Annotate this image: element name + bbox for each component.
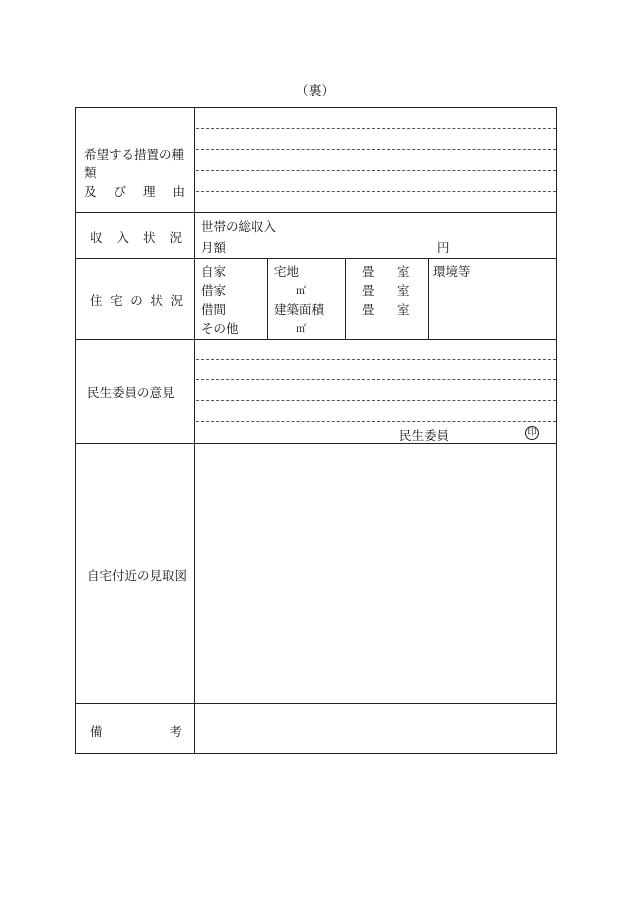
label-char: 理 xyxy=(142,184,156,199)
housing-divider xyxy=(428,258,429,339)
label-char: び xyxy=(113,184,126,199)
tatami-unit: 畳 xyxy=(362,283,375,298)
monthly-label: 月額 xyxy=(201,240,227,255)
request-write-line[interactable] xyxy=(196,128,556,129)
label-char: 及 xyxy=(84,184,97,199)
building-area-label: 建築面積 xyxy=(274,302,325,317)
label-char: 況 xyxy=(169,230,182,245)
home-map-area[interactable] xyxy=(196,445,556,701)
income-label xyxy=(76,228,195,246)
label-char: 収 xyxy=(90,230,103,245)
row-separator xyxy=(76,212,556,213)
page-heading: （裏） xyxy=(295,84,335,99)
label-char: 住 xyxy=(90,293,103,308)
row-separator xyxy=(76,703,556,704)
seal-mark-icon: 印 xyxy=(525,426,539,440)
land-sqm-unit: ㎡ xyxy=(296,286,306,297)
building-sqm-unit: ㎡ xyxy=(296,324,306,335)
tatami-unit: 畳 xyxy=(362,302,375,317)
tatami-unit: 畳 xyxy=(362,264,375,279)
housing-type-own: 自家 xyxy=(201,264,227,279)
row-separator xyxy=(76,443,556,444)
room-unit: 室 xyxy=(397,283,410,298)
label-column-divider xyxy=(194,108,195,753)
land-label: 宅地 xyxy=(274,264,300,279)
label-char: 状 xyxy=(142,230,156,245)
commissioner-signature-label: 民生委員 xyxy=(399,428,450,443)
opinion-write-line[interactable] xyxy=(196,379,556,380)
opinion-write-line[interactable] xyxy=(196,359,556,360)
label-char: 宅 xyxy=(110,293,123,308)
housing-type-room: 借間 xyxy=(201,302,227,317)
request-label-line1: 希望する措置の種類 xyxy=(84,147,185,180)
label-char: の xyxy=(130,293,143,308)
remarks-label xyxy=(76,722,195,740)
environment-label: 環境等 xyxy=(433,264,471,279)
housing-divider xyxy=(345,258,346,339)
home-map-label: 自宅付近の見取図 xyxy=(87,568,188,583)
opinion-write-line[interactable] xyxy=(196,421,556,422)
room-unit: 室 xyxy=(397,302,410,317)
housing-divider xyxy=(267,258,268,339)
label-char: 況 xyxy=(170,293,183,308)
label-char: 考 xyxy=(169,724,182,739)
application-form-back xyxy=(75,107,557,754)
request-write-line[interactable] xyxy=(196,149,556,150)
row-separator xyxy=(76,339,556,340)
remarks-field[interactable] xyxy=(196,705,556,753)
request-label xyxy=(76,145,195,200)
request-label-line2 xyxy=(84,182,185,200)
commissioner-opinion-label: 民生委員の意見 xyxy=(87,385,175,400)
label-char: 状 xyxy=(150,293,163,308)
request-write-line[interactable] xyxy=(196,191,556,192)
label-char: 由 xyxy=(172,184,185,199)
yen-unit: 円 xyxy=(437,240,450,255)
row-separator xyxy=(76,258,556,259)
housing-label xyxy=(76,291,195,309)
opinion-write-line[interactable] xyxy=(196,400,556,401)
housing-type-rented: 借家 xyxy=(201,283,227,298)
request-write-line[interactable] xyxy=(196,170,556,171)
label-char: 入 xyxy=(116,230,129,245)
total-income-label: 世帯の総収入 xyxy=(201,219,277,234)
label-char: 備 xyxy=(90,724,103,739)
housing-type-other: その他 xyxy=(201,321,239,336)
room-unit: 室 xyxy=(397,264,410,279)
